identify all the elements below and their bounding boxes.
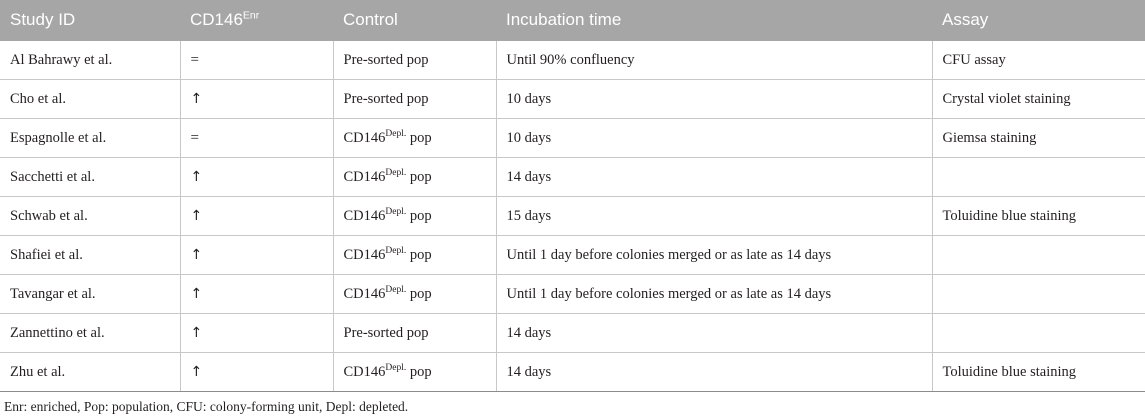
cell-study-id: Tavangar et al.	[0, 275, 180, 314]
table-row	[0, 80, 1145, 119]
cell-control-tail: pop	[406, 285, 432, 302]
cell-cd146-result	[180, 353, 333, 392]
table-row	[0, 314, 1145, 353]
cell-assay	[932, 275, 1145, 314]
cell-cd146-symbol: ↑	[190, 363, 203, 380]
cell-control-superscript: Depl.	[385, 128, 407, 139]
table-row	[0, 41, 1145, 80]
table-row	[0, 158, 1145, 197]
column-header-incubation-label: Incubation time	[506, 10, 622, 29]
cell-assay: Toluidine blue staining	[932, 197, 1145, 236]
cell-cd146-result	[180, 314, 333, 353]
cell-control-label: Pre-sorted pop	[343, 324, 429, 341]
cell-control-superscript: Depl.	[385, 362, 407, 373]
cell-control-tail: pop	[406, 129, 432, 146]
cell-control-label: CD146	[343, 246, 386, 263]
cell-cd146-symbol: ↑	[190, 246, 203, 263]
cell-study-id: Cho et al.	[0, 80, 180, 119]
column-header-assay	[932, 0, 1145, 41]
cell-incubation-time: Until 90% confluency	[496, 41, 932, 80]
cell-study-id: Sacchetti et al.	[0, 158, 180, 197]
table-header	[0, 0, 1145, 41]
cell-cd146-symbol: =	[190, 129, 199, 146]
cell-control-label: CD146	[343, 168, 386, 185]
cell-incubation-time: 15 days	[496, 197, 932, 236]
table-body	[0, 41, 1145, 392]
cell-cd146-symbol: ↑	[190, 207, 203, 224]
cell-cd146-symbol: ↑	[190, 285, 203, 302]
cell-control-label: CD146	[343, 129, 386, 146]
column-header-cd146-superscript: Enr	[242, 9, 260, 22]
cell-assay: Toluidine blue staining	[932, 353, 1145, 392]
cell-control-tail: pop	[406, 207, 432, 224]
cell-incubation-time: 14 days	[496, 314, 932, 353]
cell-control	[333, 119, 496, 158]
cell-control-label: CD146	[343, 363, 386, 380]
table-footnote: Enr: enriched, Pop: population, CFU: colony-forming unit, Depl: depleted.	[4, 399, 409, 414]
cell-assay	[932, 158, 1145, 197]
cell-control-superscript: Depl.	[385, 167, 407, 178]
column-header-assay-label: Assay	[942, 10, 989, 29]
cell-control-tail: pop	[406, 363, 432, 380]
cell-assay	[932, 314, 1145, 353]
cell-cd146-result	[180, 275, 333, 314]
cell-study-id: Zannettino et al.	[0, 314, 180, 353]
cell-incubation-time: 14 days	[496, 353, 932, 392]
table-row	[0, 236, 1145, 275]
cell-cd146-result	[180, 41, 333, 80]
cell-control	[333, 158, 496, 197]
cell-assay	[932, 236, 1145, 275]
table-row	[0, 353, 1145, 392]
column-header-incubation-time	[496, 0, 932, 41]
table-row	[0, 119, 1145, 158]
cell-cd146-result	[180, 236, 333, 275]
cell-control-label: CD146	[343, 207, 386, 224]
column-header-cd146-enriched	[180, 0, 333, 41]
column-header-study-id-label: Study ID	[10, 10, 76, 29]
cell-control-label: CD146	[343, 285, 386, 302]
cell-assay: Crystal violet staining	[932, 80, 1145, 119]
cell-cd146-symbol: ↑	[190, 90, 203, 107]
cell-control	[333, 197, 496, 236]
cell-assay: Giemsa staining	[932, 119, 1145, 158]
cell-incubation-time: 10 days	[496, 80, 932, 119]
table-header-row	[0, 0, 1145, 41]
column-header-cd146-label: CD146	[190, 10, 243, 29]
cell-incubation-time: Until 1 day before colonies merged or as late as 14 days	[496, 236, 932, 275]
cell-control-label: Pre-sorted pop	[343, 90, 429, 107]
cell-control-superscript: Depl.	[385, 206, 407, 217]
cell-assay: CFU assay	[932, 41, 1145, 80]
table-row	[0, 275, 1145, 314]
cell-study-id: Zhu et al.	[0, 353, 180, 392]
cell-control-label: Pre-sorted pop	[343, 51, 429, 68]
cell-control	[333, 314, 496, 353]
cell-cd146-result	[180, 119, 333, 158]
column-header-control-label: Control	[343, 10, 398, 29]
column-header-study-id	[0, 0, 180, 41]
cell-study-id: Espagnolle et al.	[0, 119, 180, 158]
cell-incubation-time: 10 days	[496, 119, 932, 158]
cell-control	[333, 236, 496, 275]
cell-incubation-time: 14 days	[496, 158, 932, 197]
cell-study-id: Al Bahrawy et al.	[0, 41, 180, 80]
cell-cd146-result	[180, 197, 333, 236]
cell-study-id: Schwab et al.	[0, 197, 180, 236]
cell-control-tail: pop	[406, 168, 432, 185]
cell-control	[333, 80, 496, 119]
column-header-control	[333, 0, 496, 41]
cell-cd146-symbol: =	[190, 51, 199, 68]
cell-control	[333, 275, 496, 314]
cell-cd146-symbol: ↑	[190, 324, 203, 341]
cell-control	[333, 353, 496, 392]
cell-incubation-time: Until 1 day before colonies merged or as late as 14 days	[496, 275, 932, 314]
cell-control-superscript: Depl.	[385, 245, 407, 256]
cell-cd146-symbol: ↑	[190, 168, 203, 185]
cell-study-id: Shafiei et al.	[0, 236, 180, 275]
cell-cd146-result	[180, 158, 333, 197]
cell-control-tail: pop	[406, 246, 432, 263]
table-row	[0, 197, 1145, 236]
cell-control-superscript: Depl.	[385, 284, 407, 295]
cell-cd146-result	[180, 80, 333, 119]
cell-control	[333, 41, 496, 80]
